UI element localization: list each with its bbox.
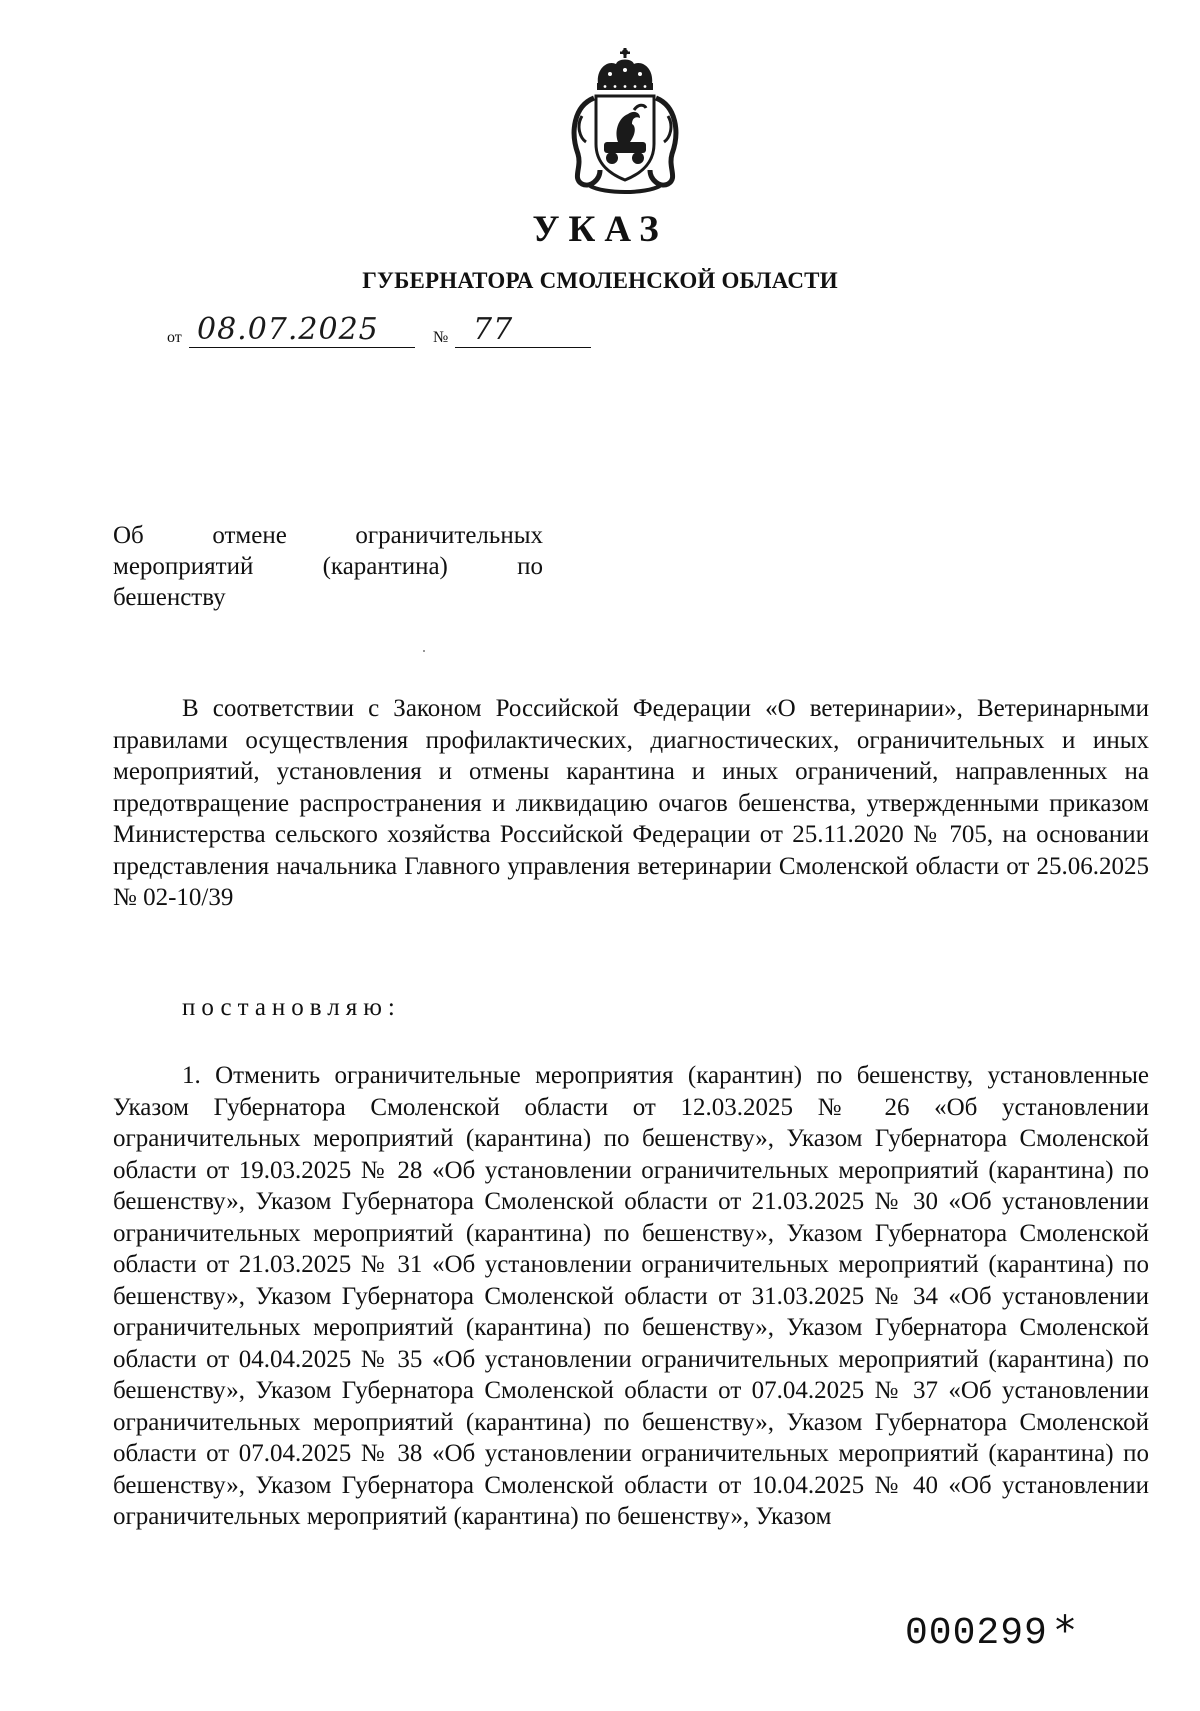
number-underline [455, 347, 591, 348]
date-underline [189, 347, 415, 348]
serial-mark: * [1055, 1608, 1075, 1654]
date-label: от [167, 329, 182, 346]
preamble-paragraph: В соответствии с Законом Российской Федерации «О ветеринарии», Ветеринарными правилами осуществления профилактических, диагностических, ограничительных и иных мероприятий, установления и отмены карантина и иных ограничений, направленных на предотвращение распространения и ликвидацию очагов бешенства, утвержденными приказом Министерства сельского хозяйства Российской Федерации от 25.11.2020 № 705, на основании представления начальника Главного управления ветеринарии Смоленской области от 25.06.2025 № 02-10/39 [113, 695, 1149, 911]
scan-speck [423, 650, 425, 652]
number-label: № [433, 329, 449, 346]
document-issuer: ГУБЕРНАТОРА СМОЛЕНСКОЙ ОБЛАСТИ [362, 268, 838, 293]
decree-subject [113, 520, 543, 613]
handwritten-number: 77 [473, 312, 514, 347]
serial-number: 000299 [905, 1612, 1048, 1655]
document-title: УКАЗ [532, 209, 668, 250]
date-number-line [167, 310, 617, 350]
coat-of-arms-icon [560, 46, 690, 196]
subject-line-1: Об отмене ограничительных [113, 522, 543, 549]
handwritten-date: 08.07.2025 [197, 312, 379, 347]
subject-line-3: бешенству [113, 584, 226, 611]
subject-line-2: мероприятий (карантина) по [113, 553, 543, 580]
item-1-paragraph: 1. Отменить ограничительные мероприятия (карантин) по бешенству, установленные Указом Губернатора Смоленской области от 12.03.2025 № 26 «Об установлении ограничительных мероприятий (карантина) по бешенству», Указом Губернатора Смоленской области от 19.03.2025 № 28 «Об установлении ограничительных мероприятий (карантина) по бешенству», Указом Губернатора Смоленской области от 21.03.2025 № 30 «Об установлении ограничительных мероприятий (карантина) по бешенству», Указом Губернатора Смоленской области от 21.03.2025 № 31 «Об установлении ограничительных мероприятий (карантина) по бешенству», Указом Губернатора Смоленской области от 31.03.2025 № 34 «Об установлении ограничительных мероприятий (карантина) по бешенству», Указом Губернатора Смоленской области от 04.04.2025 № 35 «Об установлении ограничительных мероприятий (карантина) по бешенству», Указом Губернатора Смоленской области от 07.04.2025 № 37 «Об установлении ограничительных мероприятий (карантина) по бешенству», Указом Губернатора Смоленской области от 07.04.2025 № 38 «Об установлении ограничительных мероприятий (карантина) по бешенству», Указом Губернатора Смоленской области от 10.04.2025 № 40 «Об установлении ограничительных мероприятий (карантина) по бешенству», Указом [113, 1062, 1149, 1530]
resolve-word: постановляю: [182, 994, 401, 1021]
